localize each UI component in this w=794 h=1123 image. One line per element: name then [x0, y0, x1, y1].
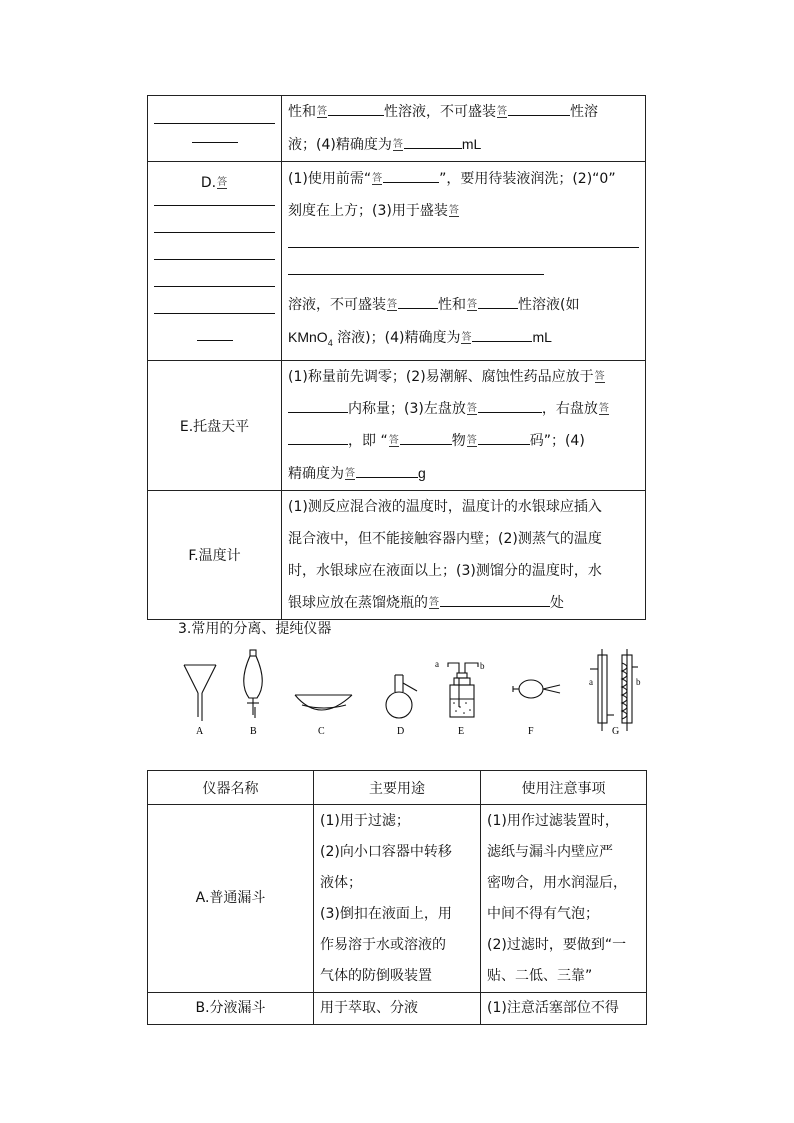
- header-main-use: 主要用途: [314, 771, 481, 805]
- section-heading: 3.常用的分离、提纯仪器: [178, 621, 332, 637]
- header-instrument-name: 仪器名称: [148, 771, 314, 805]
- header-precautions: 使用注意事项: [481, 771, 647, 805]
- row-c-description: 性和答 性溶液，不可盛装答 性溶 液；(4)精确度为答 mL: [282, 96, 646, 162]
- apparatus-label: A: [196, 726, 204, 737]
- row-a-name: A.普通漏斗: [148, 805, 314, 993]
- fill-blank[interactable]: [472, 327, 532, 342]
- apparatus-label: C: [318, 726, 325, 737]
- port-label: a: [589, 677, 593, 687]
- fill-blank[interactable]: [400, 430, 452, 445]
- port-label: b: [636, 677, 641, 687]
- row-d-name: D.答: [148, 162, 282, 361]
- fill-blank[interactable]: [288, 430, 348, 445]
- separation-instrument-table: [147, 770, 647, 1025]
- fill-blank[interactable]: [404, 134, 462, 149]
- answer-mark: 答: [317, 106, 327, 117]
- apparatus-label: G: [612, 726, 620, 737]
- fill-blank[interactable]: [383, 168, 439, 183]
- apparatus-label: D: [397, 726, 405, 737]
- row-b-note: (1)注意活塞部位不得: [481, 993, 647, 1025]
- port-label: a: [435, 659, 439, 669]
- row-b-use: 用于萃取、分液: [314, 993, 481, 1025]
- fill-blank[interactable]: [478, 430, 530, 445]
- fill-blank[interactable]: [356, 463, 418, 478]
- fill-blank[interactable]: [478, 294, 518, 309]
- row-d-description: (1)使用前需“答 ”，要用待装液润洗；(2)“0” 刻度在上方；(3)用于盛装答 溶液，不可盛装答 性和答 性溶液(如 KMnO$_4$ 溶液)；(4)精确度为答 mL: [282, 162, 646, 361]
- port-label: b: [480, 661, 485, 671]
- row-c-name-blank: [148, 96, 282, 162]
- fill-blank[interactable]: [440, 592, 550, 607]
- condenser-drawing: [590, 649, 638, 731]
- distilling-flask-drawing: [386, 675, 417, 718]
- funnel-drawing: [184, 665, 216, 721]
- row-e-name: E.托盘天平: [148, 361, 282, 491]
- gas-washing-bottle-drawing: [448, 663, 478, 717]
- fill-blank[interactable]: [328, 101, 384, 116]
- row-a-note: (1)用作过滤装置时， 滤纸与漏斗内壁应严 密吻合，用水润湿后， 中间不得有气泡； (2)过滤时，要做到“一 贴、二低、三靠”: [481, 805, 647, 993]
- apparatus-label: F: [528, 726, 534, 737]
- apparatus-figure: [170, 645, 650, 740]
- fill-blank[interactable]: [398, 294, 438, 309]
- evaporating-dish-drawing: [295, 695, 352, 710]
- row-f-description: (1)测反应混合液的温度时，温度计的水银球应插入 混合液中，但不能接触容器内壁；(2)测蒸气的温度 时，水银球应在液面以上；(3)测馏分的温度时，水 银球应放在蒸馏烧瓶的答 处: [282, 491, 646, 620]
- drying-tube-drawing: [513, 680, 560, 698]
- apparatus-label: E: [458, 726, 465, 737]
- instrument-table-continued: [147, 95, 646, 620]
- row-b-name: B.分液漏斗: [148, 993, 314, 1025]
- row-e-description: (1)称量前先调零；(2)易潮解、腐蚀性药品应放于答 内称量；(3)左盘放答 ，右盘放答 ，即 “答 物答 码”；(4) 精确度为答 g: [282, 361, 646, 491]
- fill-blank[interactable]: [288, 398, 348, 413]
- fill-blank[interactable]: [478, 398, 542, 413]
- apparatus-label: B: [250, 726, 257, 737]
- fill-blank[interactable]: [508, 101, 570, 116]
- separatory-funnel-drawing: [244, 650, 263, 718]
- row-f-name: F.温度计: [148, 491, 282, 620]
- row-a-use: (1)用于过滤； (2)向小口容器中转移 液体； (3)倒扣在液面上，用 作易溶于水或溶液的 气体的防倒吸装置: [314, 805, 481, 993]
